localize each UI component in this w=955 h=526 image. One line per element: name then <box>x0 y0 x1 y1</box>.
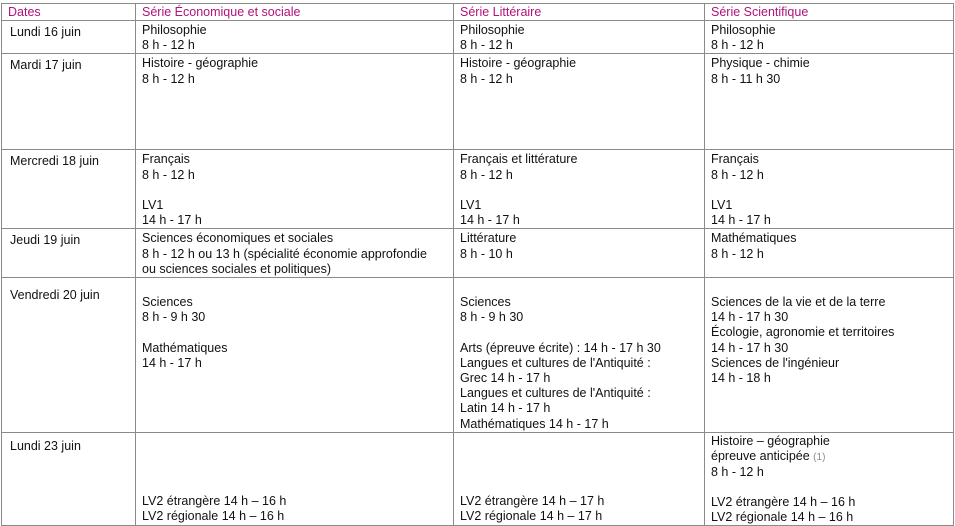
spacer <box>460 325 698 340</box>
table-row <box>2 54 954 150</box>
subject: Langues et cultures de l'Antiquité : <box>460 355 651 370</box>
time: 8 h - 12 h <box>142 71 195 86</box>
cell-l <box>454 229 705 278</box>
date-label: Vendredi 20 juin <box>10 288 100 303</box>
time: 14 h - 17 h <box>460 213 520 228</box>
date-cell <box>2 278 136 433</box>
subject: LV2 régionale 14 h – 16 h <box>711 509 854 524</box>
cell-s <box>705 433 954 526</box>
cell-l <box>454 21 705 54</box>
time: 14 h - 17 h <box>142 213 202 228</box>
table-row <box>2 229 954 278</box>
subject: Philosophie <box>142 23 207 37</box>
table-row <box>2 433 954 526</box>
cell-l <box>454 433 705 526</box>
cell-l <box>454 54 705 150</box>
time: 8 h - 12 h <box>460 167 513 182</box>
spacer <box>142 183 447 198</box>
table-row <box>2 21 954 54</box>
time: 8 h - 12 h <box>460 71 513 86</box>
subject: Latin 14 h - 17 h <box>460 401 551 416</box>
date-cell <box>2 150 136 229</box>
cell-s <box>705 150 954 229</box>
subject: Philosophie <box>460 23 525 37</box>
header-serie-l: Série Littéraire <box>454 4 705 21</box>
cell-s <box>705 229 954 278</box>
time: 14 h - 17 h <box>711 213 771 228</box>
cell-es <box>136 54 454 150</box>
subject: LV2 étrangère 14 h – 16 h <box>142 494 287 509</box>
table-row <box>2 278 954 433</box>
time: 8 h - 12 h <box>711 246 764 261</box>
spacer <box>460 183 698 198</box>
time: 14 h - 18 h <box>711 371 771 386</box>
subject: Français <box>711 152 759 167</box>
time-note: ou sciences sociales et politiques) <box>142 261 331 276</box>
cell-es <box>136 21 454 54</box>
subject: LV1 <box>460 198 482 212</box>
time: 8 h - 12 h ou 13 h (spécialité économie approfondie <box>142 246 427 261</box>
date-label: Mercredi 18 juin <box>10 154 99 169</box>
spacer <box>142 325 447 340</box>
time: 8 h - 12 h <box>142 38 195 53</box>
time: 8 h - 10 h <box>460 246 513 261</box>
spacer <box>711 183 947 198</box>
time: 14 h - 17 h 30 <box>711 340 789 355</box>
cell-s <box>705 278 954 433</box>
subject: Histoire - géographie <box>142 56 259 71</box>
subject: LV2 étrangère 14 h – 16 h <box>711 494 856 509</box>
header-serie-es: Série Économique et sociale <box>136 4 454 21</box>
subject: Histoire - géographie <box>460 56 577 71</box>
date-label: Mardi 17 juin <box>10 58 82 73</box>
time: 14 h - 17 h 30 <box>711 310 789 325</box>
time: 14 h - 17 h <box>142 355 202 370</box>
cell-l <box>454 278 705 433</box>
date-cell <box>2 54 136 150</box>
table-row <box>2 150 954 229</box>
subject: LV1 <box>711 198 733 212</box>
cell-es <box>136 278 454 433</box>
subject: Écologie, agronomie et territoires <box>711 325 895 340</box>
subject: Mathématiques 14 h - 17 h <box>460 416 609 431</box>
subject: LV1 <box>142 198 164 212</box>
subject: Sciences <box>142 295 193 310</box>
date-cell <box>2 433 136 526</box>
spacer <box>711 481 947 495</box>
date-cell <box>2 229 136 278</box>
date-cell <box>2 21 136 54</box>
header-dates: Dates <box>2 4 136 21</box>
subject: Histoire – géographie <box>711 434 830 449</box>
subject: Langues et cultures de l'Antiquité : <box>460 386 651 401</box>
cell-es <box>136 229 454 278</box>
time: 8 h - 12 h <box>142 167 195 182</box>
time: 8 h - 12 h <box>460 38 513 53</box>
time: 8 h - 12 h <box>711 167 764 182</box>
time: 8 h - 9 h 30 <box>460 310 524 325</box>
subject: Physique - chimie <box>711 56 810 71</box>
subject: Philosophie <box>711 23 776 37</box>
cell-es <box>136 150 454 229</box>
cell-l <box>454 150 705 229</box>
cell-s <box>705 21 954 54</box>
footnote-marker: (1) <box>813 452 826 464</box>
date-label: Jeudi 19 juin <box>10 233 81 248</box>
date-label: Lundi 23 juin <box>10 439 81 454</box>
subject: Sciences de la vie et de la terre <box>711 295 886 310</box>
subject: Sciences de l'ingénieur <box>711 355 840 370</box>
cell-s <box>705 54 954 150</box>
subject: Mathématiques <box>142 340 228 355</box>
header-row <box>2 4 954 21</box>
subject: Sciences <box>460 295 511 310</box>
header-serie-s: Série Scientifique <box>705 4 954 21</box>
subject: Mathématiques <box>711 231 797 246</box>
subject: Français et littérature <box>460 152 578 167</box>
time: 8 h - 12 h <box>711 465 764 480</box>
subject: Français <box>142 152 190 167</box>
subject-detail-text: épreuve anticipée <box>711 449 810 464</box>
exam-schedule-table <box>1 3 954 526</box>
time: 8 h - 11 h 30 <box>711 71 781 86</box>
subject: LV2 étrangère 14 h – 17 h <box>460 494 605 509</box>
cell-es <box>136 433 454 526</box>
subject: Littérature <box>460 231 517 246</box>
subject: LV2 régionale 14 h – 17 h <box>460 509 603 524</box>
time: 8 h - 12 h <box>711 38 764 53</box>
subject: Sciences économiques et sociales <box>142 231 334 246</box>
date-label: Lundi 16 juin <box>10 25 81 39</box>
subject-detail <box>711 449 947 465</box>
subject: Grec 14 h - 17 h <box>460 371 551 386</box>
time: 8 h - 9 h 30 <box>142 310 206 325</box>
subject: Arts (épreuve écrite) : 14 h - 17 h 30 <box>460 340 661 355</box>
subject: LV2 régionale 14 h – 16 h <box>142 509 285 524</box>
